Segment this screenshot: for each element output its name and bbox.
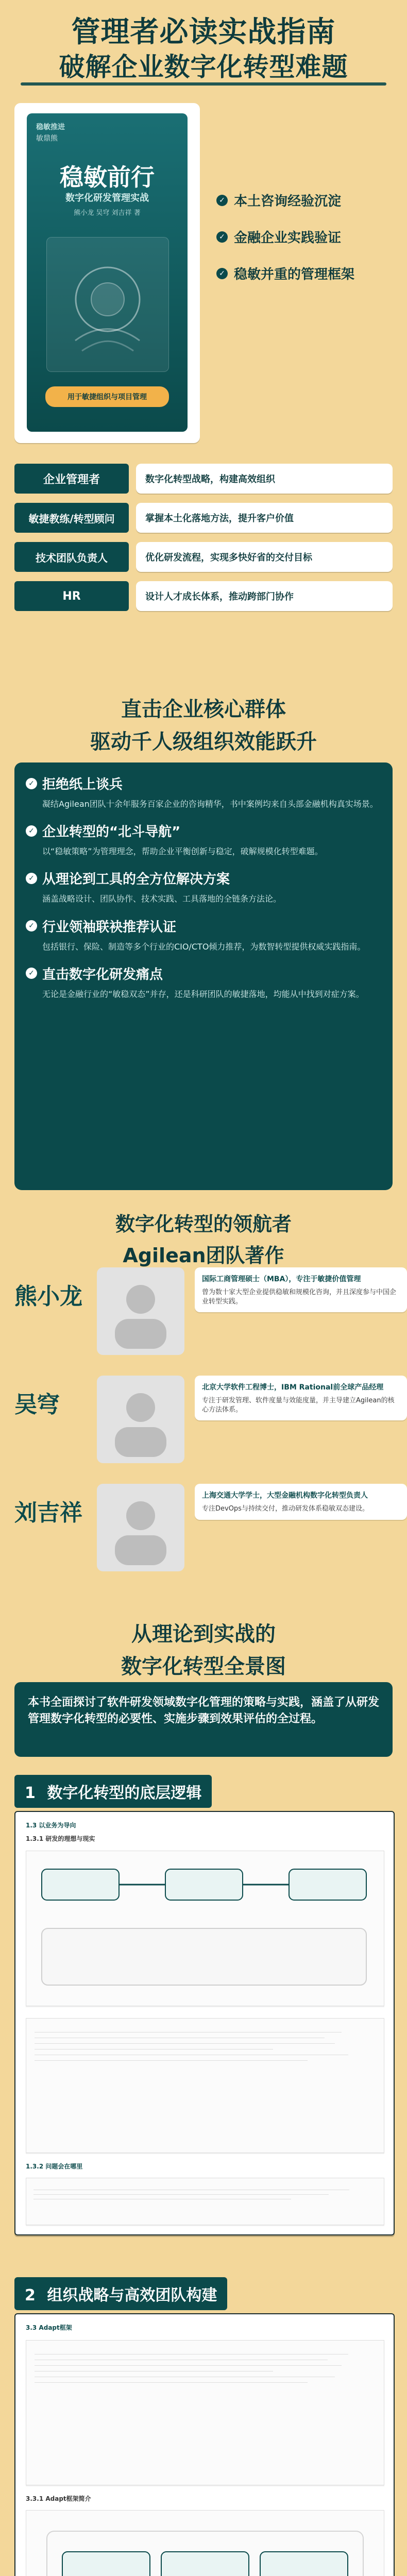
overview-heading-line1: 从理论到实战的 [131,1622,276,1646]
hero-title-line1: 管理者必读实战指南 [71,15,336,49]
hero-title-line2: 破解企业数字化转型难题 [59,52,348,82]
core-points-list [26,774,381,1000]
check-icon: ✓ [216,195,228,206]
check-icon: ✓ [26,778,37,789]
audience-row [14,464,393,494]
author-name: 刘吉祥 [14,1500,82,1526]
page-caption: 1.3.2 问题会在哪里 [26,2163,83,2170]
core-point-desc: 凝结Agilean团队十余年服务百家企业的咨询精华，书中案例均来自头部金融机构真实场景。 [42,799,378,809]
page-header: 3.3 Adapt框架 [26,2324,72,2331]
person-icon [97,1267,184,1355]
core-point [26,917,381,953]
section-title [14,2277,227,2310]
book-cover [27,113,188,432]
author-bio: 北京大学软件工程博士，IBM Rational前全球产品经理 [202,1383,384,1392]
highlight-item [216,191,392,210]
text-thumbnail [26,2340,384,2485]
cover-subtitle: 数字化研发管理实战 [65,193,149,204]
author-name: 熊小龙 [14,1283,82,1310]
core-point-title: 拒绝纸上谈兵 [42,777,123,792]
audience-desc: 数字化转型战略，构建高效组织 [136,464,393,494]
section-title-text: 数字化转型的底层逻辑 [47,1784,202,1802]
author-photo [97,1376,184,1463]
audience-desc: 设计人才成长体系，推动跨部门协作 [136,581,393,611]
core-point-desc: 包括银行、保险、制造等多个行业的CIO/CTO倾力推荐，为数智转型提供权威实践指南。 [42,941,366,952]
audience-tag: 技术团队负责人 [14,542,129,572]
diagram-illustration [26,1851,384,2006]
text-thumbnail [26,2018,384,2153]
core-heading [0,693,407,755]
authors-section [14,1262,397,1592]
core-point-title: 直击数字化研发痛点 [42,967,163,982]
check-icon: ✓ [216,231,228,243]
section-preview-card [14,1811,395,2235]
core-point [26,821,381,857]
overview-heading-line2: 数字化转型全景图 [121,1655,286,1679]
check-icon: ✓ [26,873,37,884]
author-photo [97,1267,184,1355]
section-number: 1 [25,1784,36,1802]
audience-desc: 优化研发流程，实现多快好省的交付目标 [136,542,393,572]
core-point-desc: 以“稳敏策略”为管理理念，帮助企业平衡创新与稳定，破解规模化转型难题。 [42,846,323,857]
audience-row [14,581,393,611]
book-cover-card [14,103,200,443]
core-point-desc: 无论是金融行业的“敏稳双态”并存，还是科研团队的敏捷落地，均能从中找到对症方案。 [42,989,364,999]
pioneers-heading-line1: 数字化转型的领航者 [115,1213,292,1235]
section-number: 2 [25,2286,36,2304]
section-preview-card [14,2313,395,2576]
cover-top-label: 稳敏推进 [36,123,65,131]
highlight-item [216,264,392,283]
audience-tag: 敏捷教练/转型顾问 [14,503,129,533]
audience-tag: 企业管理者 [14,464,129,494]
highlight-item [216,227,392,246]
author-bio-card [195,1376,407,1420]
check-icon: ✓ [26,968,37,979]
author-bio-card [195,1267,407,1312]
core-point-title: 行业领袖联袂推荐认证 [42,919,177,935]
top-hero [0,0,407,401]
person-icon [97,1376,184,1463]
core-heading-line2: 驱动千人级组织效能跃升 [90,730,317,754]
pioneers-heading [0,1208,407,1268]
author-bio-2: 曾为数十家大型企业提供稳敏和规模化咨询，并且深度参与中国企业转型实践。 [202,1289,397,1306]
highlights-list [216,191,392,283]
diagram-thumbnail [26,1851,384,2006]
page-subhead: 1.3.1 研发的理想与现实 [26,1835,95,1842]
highlight-label: 本土咨询经验沉淀 [234,194,342,209]
page-header: 1.3 以业务为导向 [26,1822,76,1829]
diagram-illustration [26,2511,384,2576]
author-bio: 国际工商管理硕士（MBA），专注于敏捷价值管理 [202,1275,361,1283]
cover-illustration [47,238,168,371]
cover-title: 稳敏前行 [60,163,155,191]
audience-tag: HR [14,581,129,611]
core-point [26,774,381,810]
author-bio-card [195,1484,407,1520]
audience-row [14,503,393,533]
person-icon [97,1484,184,1571]
overview-heading [0,1618,407,1680]
cover-graphic [46,237,169,372]
author-bio-2: 专注于研发管理、软件度量与效能度量，并主导建立Agilean的核心方法体系。 [202,1397,395,1414]
check-icon: ✓ [26,825,37,837]
text-thumbnail [26,2178,384,2225]
hero-divider [21,82,386,86]
cover-badge: 用于敏捷组织与项目管理 [45,386,169,407]
core-point-title: 企业转型的“北斗导航” [42,824,181,840]
section-2 [14,2277,393,2576]
section-title-text: 组织战略与高效团队构建 [47,2286,217,2304]
core-point-desc: 涵盖战略设计、团队协作、技术实践、工具落地的全链条方法论。 [42,894,282,904]
author-name: 吴穹 [14,1392,60,1418]
author-bio-2: 专注DevOps与持续交付，推动研发体系稳敏双态建设。 [202,1505,369,1513]
cover-authors: 熊小龙 吴穹 刘吉祥 著 [74,209,141,217]
overview-desc: 本书全面探讨了软件研发领域数字化管理的策略与实践，涵盖了从研发管理数字化转型的必要性、实施步骤到效果评估的全过程。 [28,1696,380,1725]
audience-desc: 掌握本土化落地方法，提升客户价值 [136,503,393,533]
section-title [14,1775,212,1808]
overview-desc-card [14,1682,393,1757]
page-subhead: 3.3.1 Adapt框架简介 [26,2495,91,2502]
author-bio: 上海交通大学学士，大型金融机构数字化转型负责人 [202,1492,368,1500]
audience-section [14,464,393,685]
diagram-thumbnail [26,2510,384,2576]
audience-row [14,542,393,572]
core-point [26,869,381,905]
section-1 [14,1775,393,2249]
highlight-label: 稳敏并重的管理框架 [234,267,355,282]
cover-brand: 敏鼎熊 [36,134,58,143]
author-photo [97,1484,184,1571]
core-heading-line1: 直击企业核心群体 [121,698,286,721]
check-icon: ✓ [216,268,228,279]
highlight-label: 金融企业实践验证 [234,230,342,246]
pioneers-heading-line2: Agilean团队著作 [123,1244,284,1267]
core-point-title: 从理论到工具的全方位解决方案 [42,872,230,888]
check-icon: ✓ [26,920,37,931]
core-point [26,964,381,1000]
core-points-panel [14,762,393,1190]
